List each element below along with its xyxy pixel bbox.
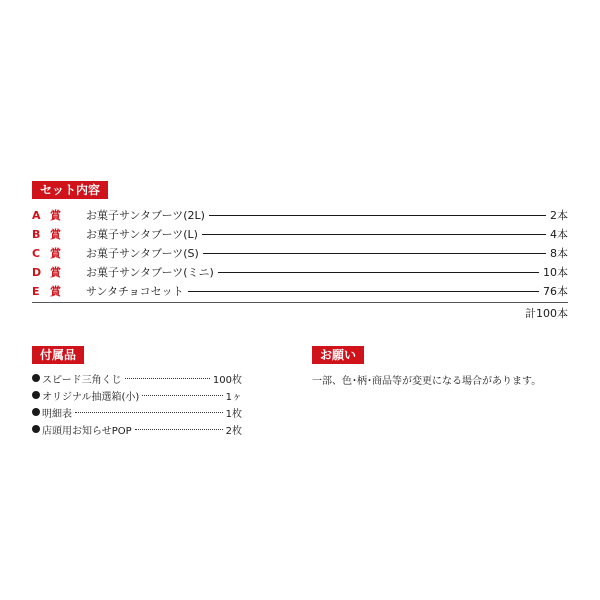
bullet-icon xyxy=(32,425,40,433)
accessory-item xyxy=(32,404,242,420)
total-count: 計100本 xyxy=(525,307,568,320)
prize-row-a xyxy=(32,206,568,224)
prize-letter: A xyxy=(32,208,41,222)
accessory-item xyxy=(32,421,242,437)
prize-rank-label: 賞 xyxy=(50,228,61,241)
dotted-leader xyxy=(142,395,222,396)
prize-name: サンタチョコセット xyxy=(86,285,184,298)
prize-rank-label: 賞 xyxy=(50,266,61,279)
prize-name: お菓子サンタブーツ(S) xyxy=(86,247,199,260)
prize-row-b xyxy=(32,225,568,243)
prize-quantity: 4本 xyxy=(550,228,568,241)
dotted-leader xyxy=(135,429,223,430)
bullet-icon xyxy=(32,391,40,399)
leader-line xyxy=(209,215,546,216)
set-contents-heading: セット内容 xyxy=(32,181,108,199)
prize-rank-label: 賞 xyxy=(50,209,61,222)
leader-line xyxy=(203,253,546,254)
leader-line xyxy=(188,291,539,292)
prize-row-c xyxy=(32,244,568,262)
prize-quantity: 8本 xyxy=(550,247,568,260)
accessory-name: 店頭用お知らせPOP xyxy=(42,425,132,437)
bullet-icon xyxy=(32,408,40,416)
accessories-heading: 付属品 xyxy=(32,346,84,364)
leader-line xyxy=(218,272,539,273)
prize-row-e xyxy=(32,282,568,300)
prize-letter: C xyxy=(32,246,41,260)
prize-name: お菓子サンタブーツ(L) xyxy=(86,228,198,241)
bullet-icon xyxy=(32,374,40,382)
prize-quantity: 2本 xyxy=(550,209,568,222)
dotted-leader xyxy=(75,412,223,413)
prize-name: お菓子サンタブーツ(ミニ) xyxy=(86,266,214,279)
prize-rank-label: 賞 xyxy=(50,247,61,260)
prize-letter: B xyxy=(32,227,41,241)
accessory-quantity: 1ヶ xyxy=(225,391,242,403)
prize-letter: E xyxy=(32,284,40,298)
accessory-quantity: 2枚 xyxy=(225,425,242,437)
prize-rank-label: 賞 xyxy=(50,285,61,298)
accessory-name: 明細表 xyxy=(42,408,72,420)
accessory-name: スピード三角くじ xyxy=(42,374,122,386)
dotted-leader xyxy=(125,378,210,379)
prize-name: お菓子サンタブーツ(2L) xyxy=(86,209,205,222)
prize-quantity: 10本 xyxy=(543,266,568,279)
prize-quantity: 76本 xyxy=(543,285,568,298)
total-divider xyxy=(32,302,568,303)
request-heading: お願い xyxy=(312,346,364,364)
accessory-item xyxy=(32,370,242,386)
accessory-quantity: 100枚 xyxy=(212,374,242,386)
accessory-quantity: 1枚 xyxy=(225,408,242,420)
leader-line xyxy=(202,234,546,235)
accessory-name: オリジナル抽選箱(小) xyxy=(42,391,140,403)
prize-letter: D xyxy=(32,265,42,279)
accessory-item xyxy=(32,387,242,403)
prize-row-d xyxy=(32,263,568,281)
request-notice: 一部、色･柄･商品等が変更になる場合があります。 xyxy=(312,376,542,387)
